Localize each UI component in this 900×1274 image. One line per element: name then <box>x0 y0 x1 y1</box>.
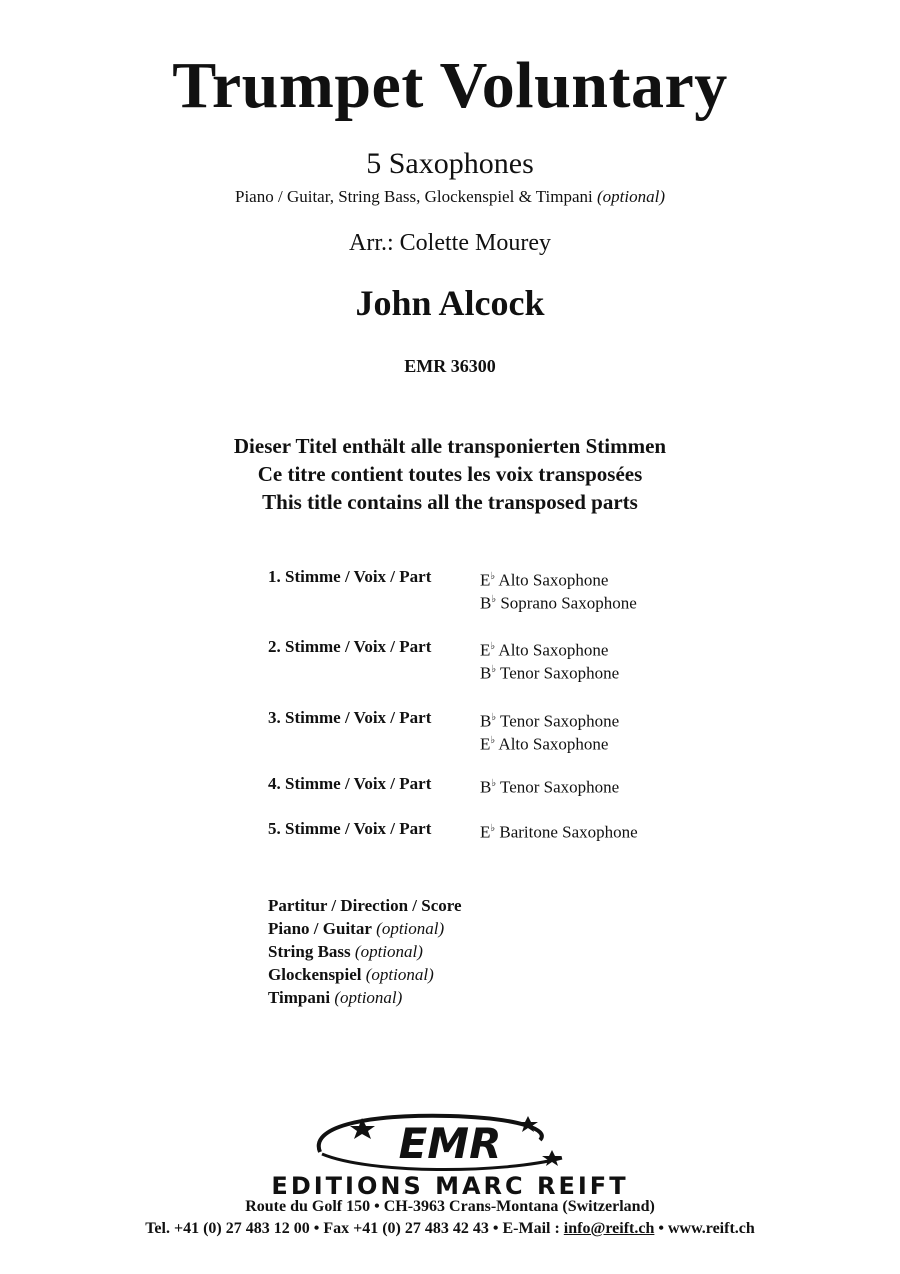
extras-item: Partitur / Direction / Score <box>268 896 462 915</box>
arranger-credit: Arr.: Colette Mourey <box>349 230 551 256</box>
emr-logo <box>300 1108 600 1174</box>
part-label: 3. Stimme / Voix / Part <box>268 708 432 727</box>
part-instruments: E♭ Baritone Saxophone <box>480 822 638 842</box>
notice-french: Ce titre contient toutes les voix transposées <box>257 462 643 486</box>
part-label: 5. Stimme / Voix / Part <box>268 819 432 838</box>
flat-icon: ♭ <box>490 734 496 746</box>
flat-icon: ♭ <box>490 823 496 834</box>
flat-icon: ♭ <box>491 593 497 605</box>
additional-instruments <box>0 187 900 207</box>
catalog-number: EMR 36300 <box>404 356 496 376</box>
part-instruments: B♭ Tenor Saxophone E♭ Alto Saxophone <box>480 711 620 754</box>
email-link[interactable]: info@reift.ch <box>563 1220 655 1237</box>
extras-item: Timpani (optional) <box>268 988 403 1007</box>
part-instruments: E♭ Alto Saxophone B♭ Soprano Saxophone <box>480 570 637 613</box>
star-icon <box>542 1150 562 1166</box>
piece-title: Trumpet Voluntary <box>172 49 728 122</box>
part-instruments: B♭ Tenor Saxophone <box>480 777 620 797</box>
flat-icon: ♭ <box>491 712 497 723</box>
transposed-parts-notice <box>0 432 900 516</box>
ensemble-subtitle: 5 Saxophones <box>366 147 534 180</box>
part-label: 1. Stimme / Voix / Part <box>268 567 432 586</box>
part-label: 2. Stimme / Voix / Part <box>268 637 432 656</box>
score-extras-list <box>268 894 462 1009</box>
composer-name: John Alcock <box>355 283 545 323</box>
logo-text: EMR <box>398 1119 502 1168</box>
flat-icon: ♭ <box>490 571 496 582</box>
flat-icon: ♭ <box>491 663 497 675</box>
extras-item: Piano / Guitar (optional) <box>268 919 445 938</box>
notice-german: Dieser Titel enthält alle transponierten Stimmen <box>233 434 667 458</box>
publisher-name: EDITIONS MARC REIFT <box>271 1172 629 1200</box>
flat-icon: ♭ <box>490 641 496 652</box>
flat-icon: ♭ <box>491 778 497 789</box>
publisher-contact: Tel. +41 (0) 27 483 12 00 • Fax +41 (0) 27 483 42 43 • E-Mail : info@reift.ch • www.reift.ch <box>145 1220 755 1237</box>
publisher-address: Route du Golf 150 • CH-3963 Crans-Montana (Switzerland) <box>245 1198 655 1215</box>
part-label: 4. Stimme / Voix / Part <box>268 774 432 793</box>
optional-note: (optional) <box>597 187 665 206</box>
extras-item: String Bass (optional) <box>268 942 423 961</box>
extras-item: Glockenspiel (optional) <box>268 965 434 984</box>
additional-instruments-list: Piano / Guitar, String Bass, Glockenspiel & Timpani <box>235 187 593 206</box>
part-instruments: E♭ Alto Saxophone B♭ Tenor Saxophone <box>480 640 620 683</box>
notice-english: This title contains all the transposed parts <box>262 490 638 514</box>
